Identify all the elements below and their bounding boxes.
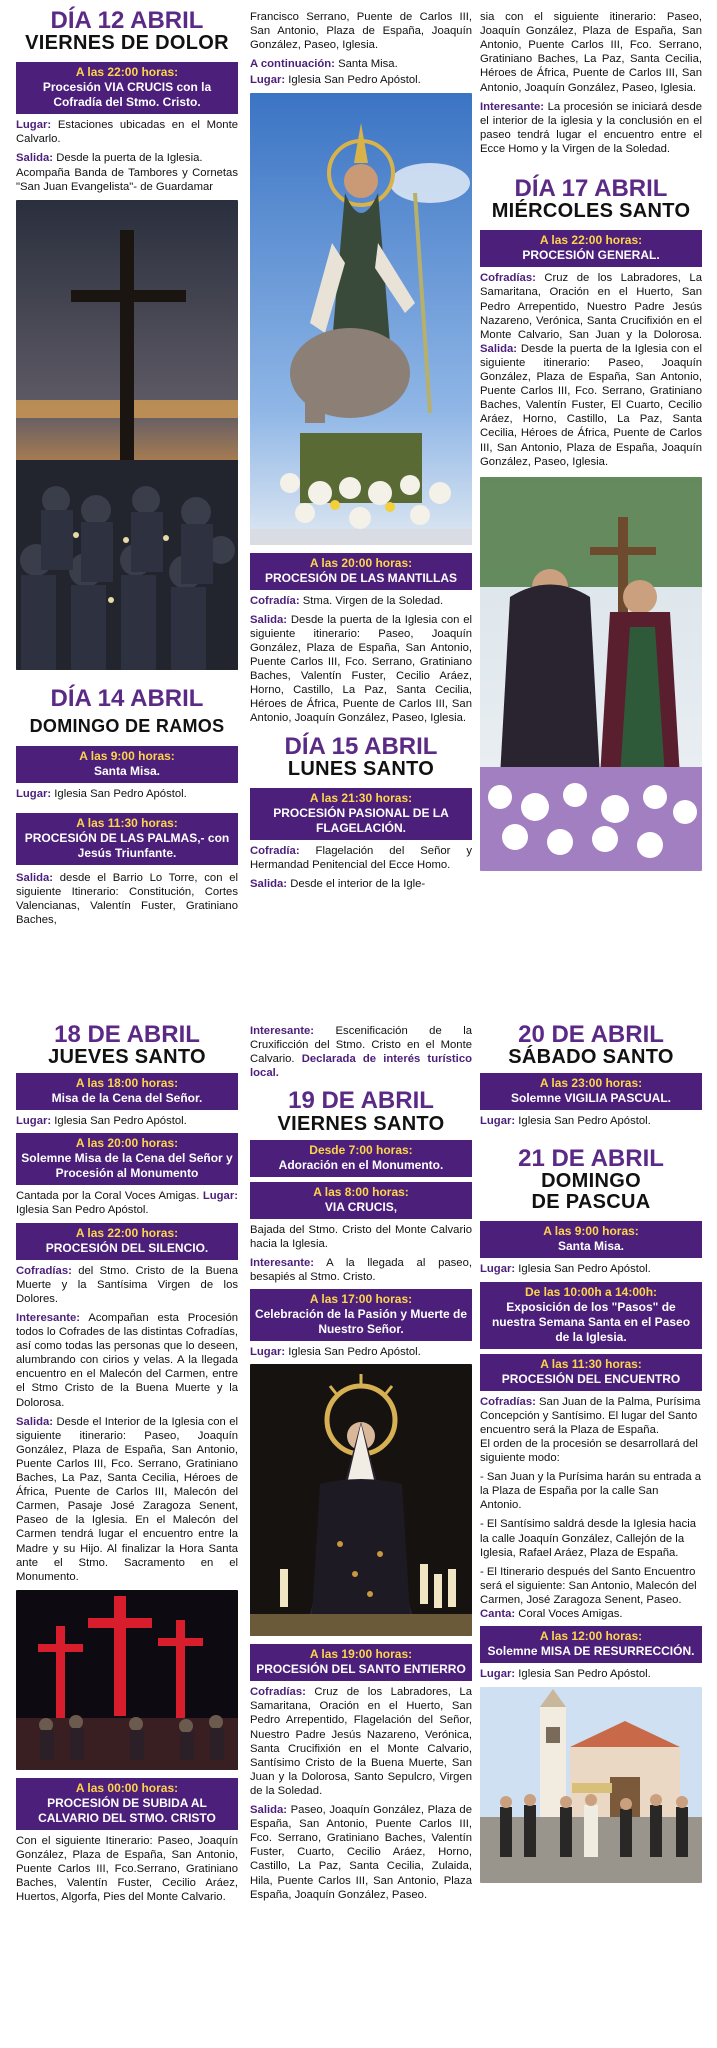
day-title: DÍA 12 ABRIL	[50, 7, 204, 34]
info-text: Salida: desde el Barrio Lo Torre, con el siguiente Itinerario: Constitución, Cortes Valencianas, Valentín Fuster, Gratiniano Baches,	[16, 871, 238, 927]
photo-virgen-soledad	[250, 1364, 472, 1636]
photo-jesus-triunfante	[250, 93, 472, 545]
info-text: Con el siguiente Itinerario: Paseo, Joaquín González, Plaza de España, San Antonio, Puente Carlos III, Fco.Serrano, Gratiniano Baches, Valentín Fuster, Cecilio Aráez, Huertos, Algorfa, Pies del Monte Calvario.	[16, 1834, 238, 1904]
column-domingo-ramos-cont	[250, 8, 472, 896]
day-subtitle: SÁBADO SANTO	[508, 1046, 674, 1069]
day-title: DÍA 14 ABRIL	[50, 684, 204, 712]
info-text: Interesante: Acompañan esta Procesión todos lo Cofrades de las distintas Cofradías, así como todas las personas que lo deseen, alumbrando con cirios y velas. A la llegada encuentro en el Malecón del Carmen, entre el Stmo Cristo de la Buena Muerte y la Dolorosa.	[16, 1311, 239, 1409]
info-text: Lugar: Iglesia San Pedro Apóstol.	[480, 1263, 651, 1276]
info-text: Interesante: La procesión se iniciará desde el interior de la iglesia y la conclusión en el paseo tendrá lugar el encuentro entre el Ecce Homo y la Virgen de la Soledad.	[480, 100, 703, 155]
event-band: A las 23:00 horas: Solemne VIGILIA PASCUAL.	[480, 1073, 702, 1110]
column-miercoles-santo	[480, 8, 702, 871]
day-subtitle: LUNES SANTO	[287, 757, 435, 780]
info-text: Salida: Desde la puerta de la Iglesia. Acompaña Banda de Tambores y Cornetas "San Juan Evangelista"- de Guardamar	[16, 152, 238, 193]
info-text: Francisco Serrano, Puente de Carlos III, San Antonio, Plaza de España, Joaquín González, Paseo, Iglesia.	[250, 11, 472, 52]
info-text: Salida: Desde el Interior de la Iglesia con el siguiente itinerario: Paseo, Joaquín González, Plaza de España, San Antonio, Puente Carlos III, Fco. Serrano, Gratiniano Baches, La Paz, Santa Cecilia, Héroes de África, Puente de Carlos III, Malecón del Carmen, Pasaje José Zaragoza Senent, Paseo de la Iglesia. En el Malecón del Carmen tendrá lugar el encuentro entre la Madre y su Hijo. Al finalizar la Hora Santa ante el Stmo. Sacramento en el Monumento.	[16, 1415, 238, 1583]
event-band: A las 9:00 horas: Santa Misa.	[16, 746, 238, 783]
event-band: Desde 7:00 horas: Adoración en el Monumento.	[250, 1140, 472, 1177]
event-band: A las 11:30 horas: PROCESIÓN DEL ENCUENTRO	[480, 1354, 702, 1391]
event-band: A las 20:00 horas: Solemne Misa de la Cena del Señor y Procesión al Monumento	[16, 1133, 238, 1185]
event-band: A las 20:00 horas: PROCESIÓN DE LAS MANTILLAS	[250, 553, 472, 590]
event-name: Procesión VIA CRUCIS con la Cofradía del Stmo. Cristo.	[42, 80, 212, 110]
event-band: A las 22:00 horas: PROCESIÓN DEL SILENCIO.	[16, 1223, 238, 1260]
day-subtitle: DOMINGO	[541, 1170, 641, 1193]
info-text: Salida: Desde la puerta de la Iglesia con el siguiente itinerario: Paseo, Joaquín González, Plaza de España, San Antonio, Puente Carlos III, Fco. Serrano, Gratiniano Baches, Valentín Fuster, Cecilio Aráez, Horno, Castillo, La Paz, Santa Cecilia, Héroes de África, Puente de Carlos III, San Antonio, Joaquín González, Paseo, Iglesia.	[250, 613, 472, 725]
photo-calvary-night	[16, 200, 238, 670]
info-text: Cofradía: Flagelación del Señor y Hermandad Penitencial del Ecce Homo.	[250, 844, 473, 871]
photo-crucifixion-scene	[16, 1590, 238, 1770]
column-pascua	[480, 1022, 702, 1883]
day-title: DÍA 17 ABRIL	[514, 175, 668, 203]
photo-dolorosa-san-juan	[480, 477, 702, 871]
day-title: 19 DE ABRIL	[288, 1087, 434, 1115]
info-text: Cantada por la Coral Voces Amigas. Lugar: Iglesia San Pedro Apóstol.	[16, 1190, 238, 1217]
info-text: Lugar: Iglesia San Pedro Apóstol.	[250, 1346, 421, 1359]
info-text: Interesante: A la llegada al paseo, besapiés al Stmo. Cristo.	[250, 1256, 472, 1283]
event-band	[16, 62, 238, 114]
info-text: Cofradías: Cruz de los Labradores, La Samaritana, Oración en el Huerto, San Pedro Arrepentido, Flagelación del Señor, Nuestro Padre Jesús Nazareno, Verónica, Santa Crucifixión en el Monte Calvario, Santísimo Cristo de la Buena Muerte, San Juan y la Dolorosa, Santo Sepulcro, Virgen de la Soledad.	[250, 1686, 472, 1797]
day-title: DÍA 15 ABRIL	[284, 732, 438, 760]
event-band: A las 19:00 horas: PROCESIÓN DEL SANTO ENTIERRO	[250, 1644, 472, 1681]
info-text: Salida: Desde el interior de la Igle-	[250, 877, 426, 890]
info-text: Interesante: Escenificación de la Cruxificción del Stmo. Cristo en el Monte Calvario. Declarada de interés turístico local.	[250, 1025, 472, 1080]
event-band: A las 00:00 horas: PROCESIÓN DE SUBIDA AL CALVARIO DEL STMO. CRISTO	[16, 1778, 238, 1830]
column-viernes-santo	[250, 1022, 472, 1907]
info-text: sia con el siguiente itinerario: Paseo, Joaquín González, Plaza de España, San Antonio, Puente Carlos III, Fco. Serrano, Gratiniano Baches, La Paz, Santa Cecilia, Héroes de África, Puente de Carlos III, San Antonio, Joaquín González, Paseo, Iglesia.	[480, 11, 702, 94]
event-band: A las 17:00 horas: Celebración de la Pasión y Muerte de Nuestro Señor.	[250, 1289, 472, 1341]
info-text: Lugar: Iglesia San Pedro Apóstol.	[480, 1668, 651, 1681]
event-band: A las 22:00 horas: PROCESIÓN GENERAL.	[480, 230, 702, 267]
column-viernes-dolor	[16, 8, 238, 932]
day-title: 21 DE ABRIL	[518, 1145, 664, 1173]
event-time: A las 22:00 horas:	[75, 65, 179, 80]
info-text: - El Itinerario después del Santo Encuentro será el siguiente: San Antonio, Malecón del Carmen, José Zaragoza Senent, Paseo. Canta: Coral Voces Amigas.	[480, 1565, 697, 1621]
day-subtitle: VIERNES SANTO	[277, 1112, 445, 1135]
info-text: Cofradías: del Stmo. Cristo de la Buena Muerte y la Santísima Virgen de los Dolores.	[16, 1264, 238, 1305]
info-text: Cofradías: Cruz de los Labradores, La Samaritana, Oración en el Huerto, San Pedro Arrepentido, Nuestro Padre Jesús Nazareno, Verónica, Santa Crucifixión en el Monte Calvario, San Juan y la Dolorosa. Salida: Desde la puerta de la Iglesia con el siguiente itinerario: Paseo, Joaquín González, Plaza de España, San Antonio, Puente Carlos III, Fco. Serrano, Gratiniano Baches, Valentín Fuster, El Cuarto, Cecilio Aráez, Horno, Castillo, La Paz, Santa Cecilia, Héroes de África, Puente de Carlos III, San Antonio, Plaza de España, Joaquín González, Paseo, Iglesia.	[480, 272, 702, 468]
event-band: A las 8:00 horas: VIA CRUCIS,	[250, 1182, 472, 1219]
info-text: Lugar: Estaciones ubicadas en el Monte Calvarlo.	[16, 119, 239, 146]
event-band: A las 11:30 horas: PROCESIÓN DE LAS PALMAS,- con Jesús Triunfante.	[16, 813, 238, 865]
info-text: Lugar: Iglesia San Pedro Apóstol.	[16, 1115, 187, 1128]
info-text: Salida: Paseo, Joaquín González, Plaza de España, San Antonio, Puente Carlos III, Fco. Serrano, Gratiniano Baches, Valentín Fuster, Cuarto, Cecilio Aráez, Horno, Castillo, La Paz, Santa Cecilia, Zulaida, Hila, Puente Carlos III, San Antonio, Plaza España, Joaquín González, Paseo.	[250, 1804, 472, 1901]
day-subtitle: DOMINGO DE RAMOS	[29, 715, 225, 736]
info-text: Lugar: Iglesia San Pedro Apóstol.	[250, 74, 421, 87]
info-text: A continuación: Santa Misa.	[250, 58, 398, 71]
info-text: Bajada del Stmo. Cristo del Monte Calvario hacia la Iglesia.	[250, 1223, 472, 1250]
day-subtitle: MIÉRCOLES SANTO	[491, 200, 691, 223]
column-jueves-santo	[16, 1022, 238, 1909]
info-text: Lugar: Iglesia San Pedro Apóstol.	[16, 787, 187, 800]
event-band: A las 18:00 horas: Misa de la Cena del Señor.	[16, 1073, 238, 1110]
day-subtitle: JUEVES SANTO	[48, 1046, 206, 1069]
event-band: De las 10:00h a 14:00h: Exposición de los "Pasos" de nuestra Semana Santa en el Paseo de la Iglesia.	[480, 1282, 702, 1349]
info-text: Cofradía: Stma. Virgen de la Soledad.	[250, 594, 444, 607]
info-text: - El Santísimo saldrá desde la Iglesia hacia la calle Joaquín González, Callejón de la Iglesia, Rafael Aráez, Plaza de España.	[480, 1518, 697, 1559]
day-title: 20 DE ABRIL	[518, 1021, 664, 1048]
info-text: Lugar: Iglesia San Pedro Apóstol.	[480, 1115, 651, 1128]
day-subtitle: DE PASCUA	[531, 1191, 651, 1214]
photo-church-procession	[480, 1687, 702, 1883]
event-band: A las 9:00 horas: Santa Misa.	[480, 1221, 702, 1258]
info-text: - San Juan y la Purísima harán su entrada a la Plaza de España por la calle San Antonio.	[480, 1471, 702, 1512]
day-subtitle: VIERNES DE DOLOR	[25, 32, 229, 55]
event-band: A las 12:00 horas: Solemne MISA DE RESURRECCIÓN.	[480, 1626, 702, 1663]
event-band: A las 21:30 horas: PROCESIÓN PASIONAL DE LA FLAGELACIÓN.	[250, 788, 472, 840]
info-text: Cofradías: San Juan de la Palma, Purísima Concepción y Santísimo. El lugar del Santo encuentro será la Plaza de España. El orden de la procesión se desarrollará del siguiente modo:	[480, 1395, 701, 1465]
day-title: 18 DE ABRIL	[54, 1021, 200, 1048]
